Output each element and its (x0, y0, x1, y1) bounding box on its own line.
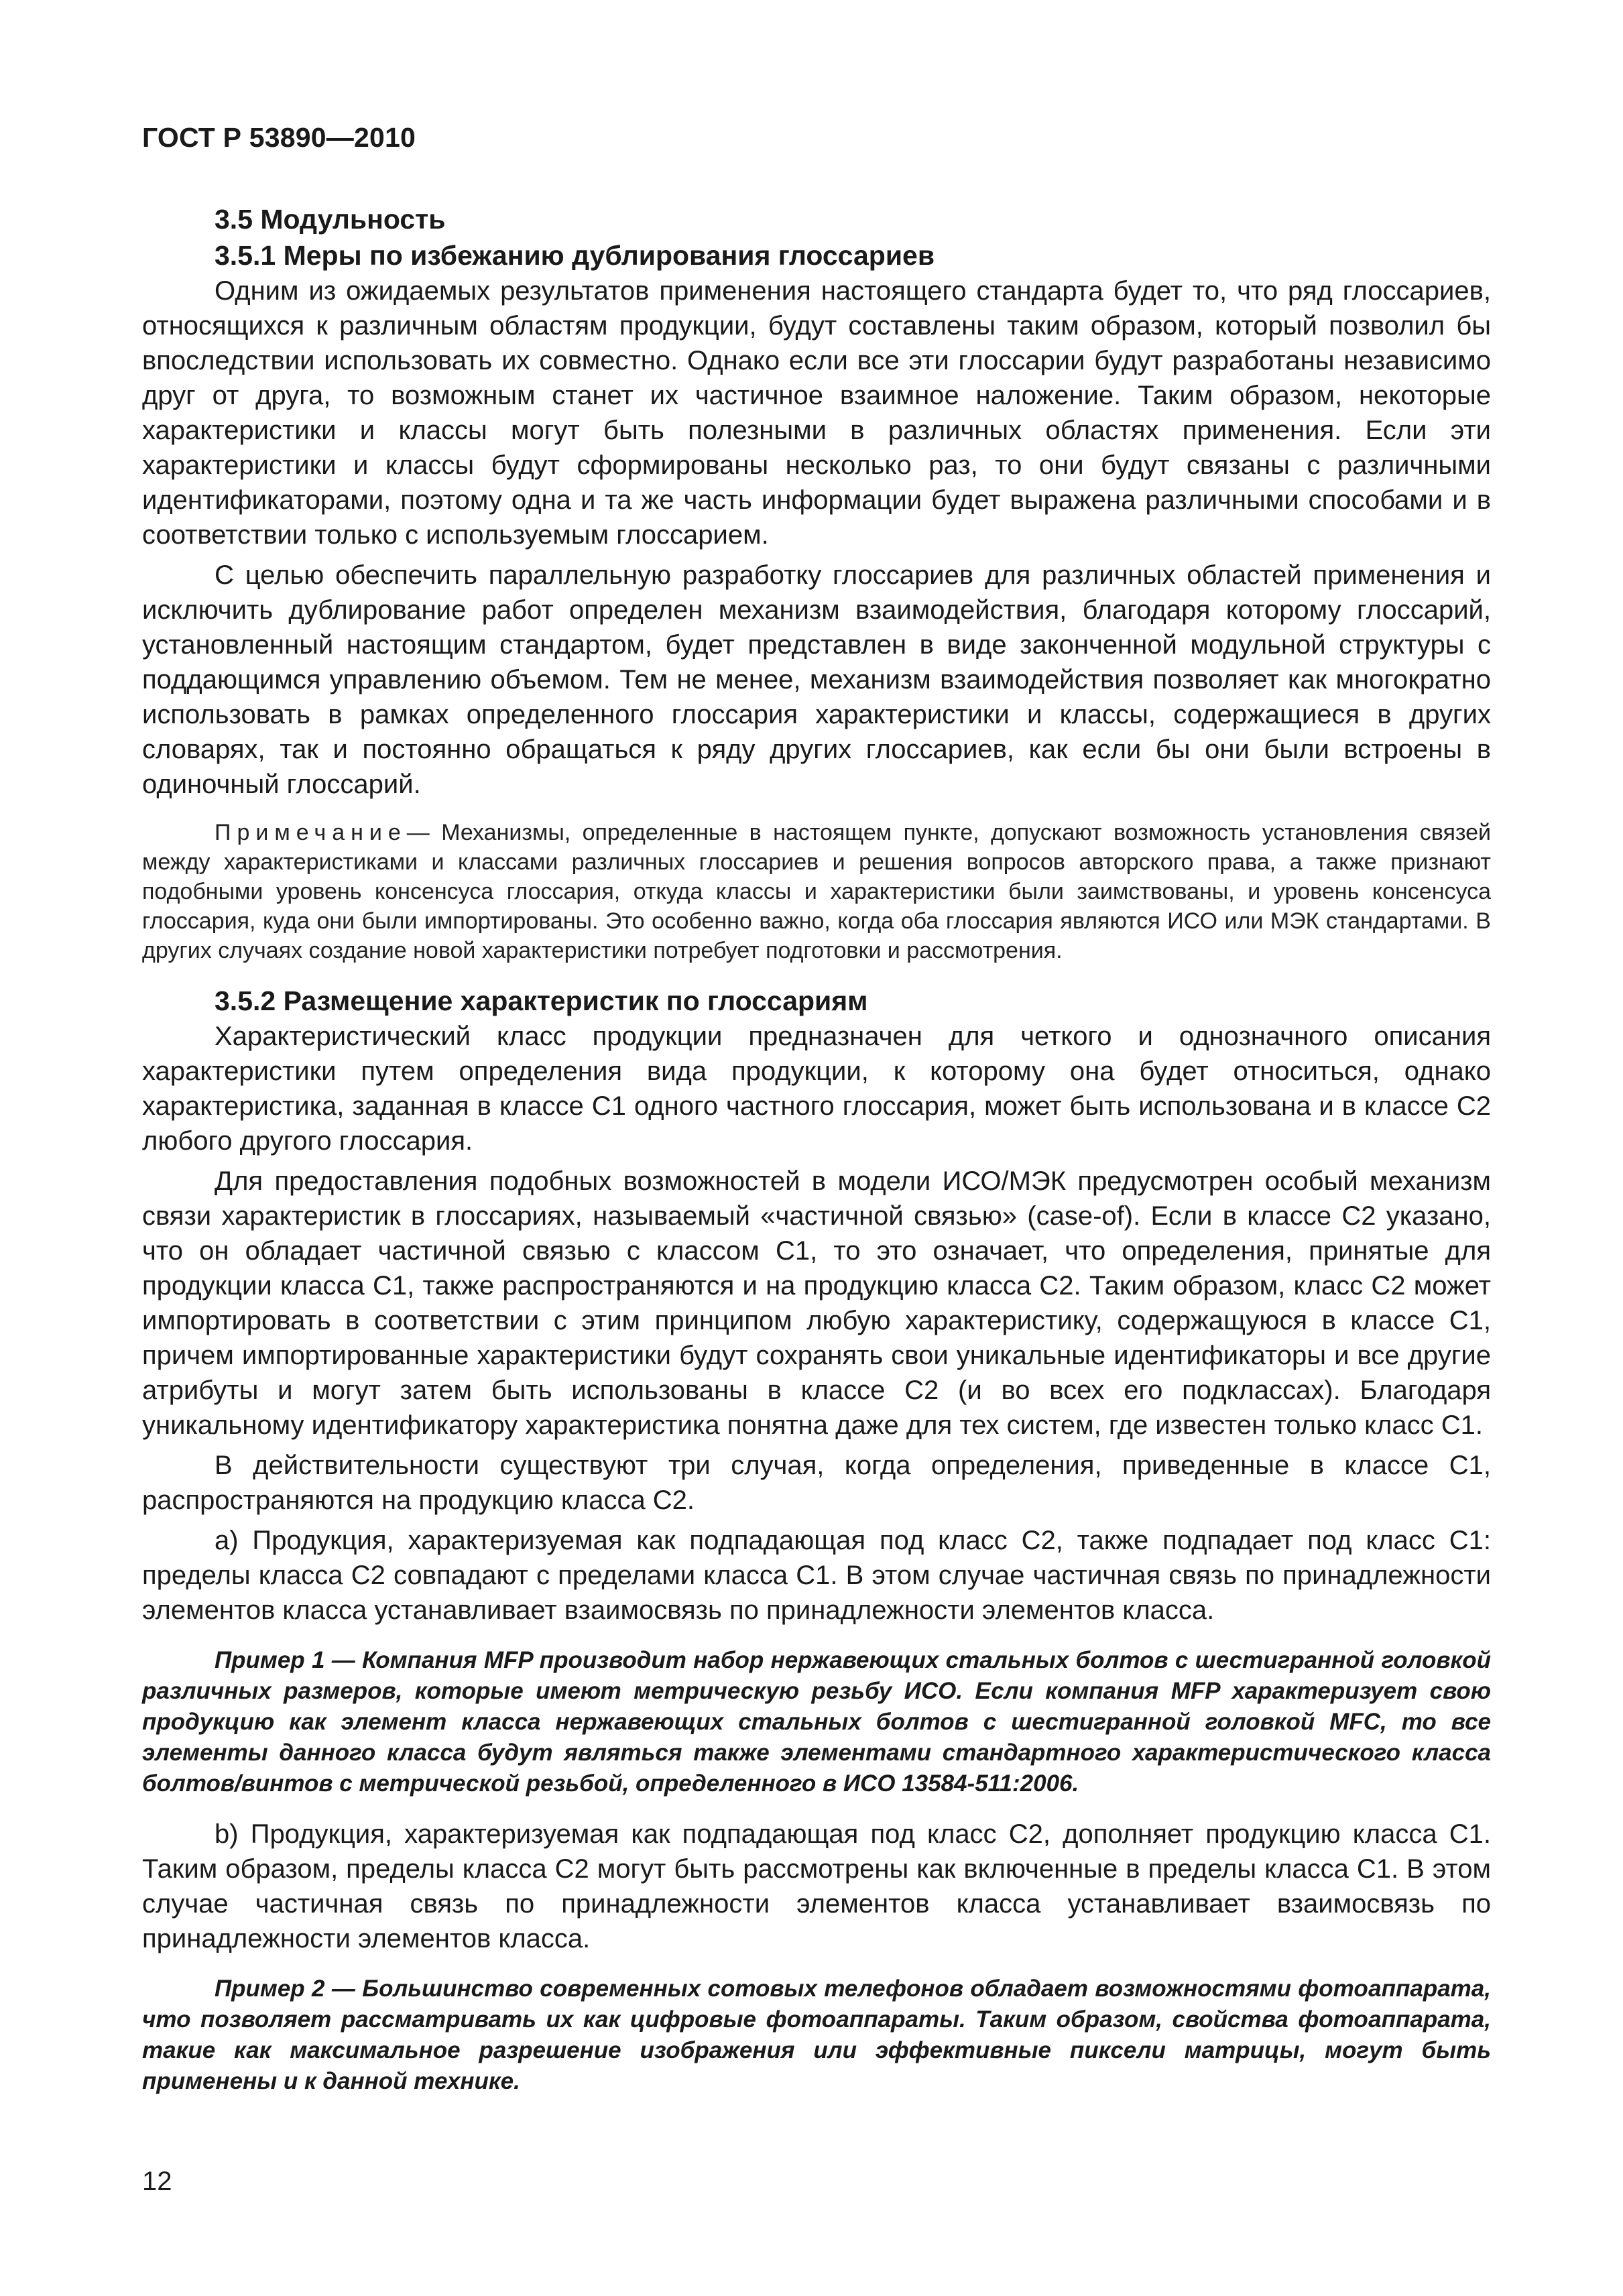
page-number: 12 (142, 2167, 172, 2196)
note (142, 818, 1491, 965)
paragraph-3: Характеристический класс продукции предназначен для четкого и однозначного описания характеристики путем определения вида продукции, к которому она будет относиться, однако характеристика, заданная в классе С1 одного частного глоссария, может быть использована и в классе С2 любого другого глоссария. (142, 1022, 1491, 1156)
paragraph-1: Одним из ожидаемых результатов применения настоящего стандарта будет то, что ряд глоссариев, относящихся к различным областям продукции, будут составлены таким образом, который позволил бы впоследствии использовать их совместно. Однако если все эти глоссарии будут разработаны независимо друг от друга, то возможным станет их частичное взаимное наложение. Таким образом, некоторые характеристики и классы могут быть полезными в различных областях применения. Если эти характеристики и классы будут сформированы несколько раз, то они будут связаны с различными идентификаторами, поэтому одна и та же часть информации будет выражена различными способами и в соответствии только с используемым глоссарием. (142, 276, 1491, 550)
page-content (142, 201, 1491, 2114)
document-code-header: ГОСТ Р 53890—2010 (142, 122, 416, 153)
note-text: — Механизмы, определенные в настоящем пункте, допускают возможность установления связей между характеристиками и классами различных глоссариев и решения вопросов авторского права, а также признают подобными уровень консенсуса глоссария, откуда классы и характеристики были заимствованы, и уровень консенсуса глоссария, куда они были импортированы. Это особенно важно, когда оба глоссария являются ИСО или МЭК стандартами. В других случаях создание новой характеристики потребует подготовки и рассмотрения. (142, 820, 1491, 963)
paragraph-2: С целью обеспечить параллельную разработку глоссариев для различных областей применения и исключить дублирование работ определен механизм взаимодействия, благодаря которому глоссарий, установленный настоящим стандартом, будет представлен в виде законченной модульной структуры с поддающимся управлению объемом. Тем не менее, механизм взаимодействия позволяет как многократно использовать в рамках определенного глоссария характеристики и классы, содержащиеся в других словарях, так и постоянно обращаться к ряду других глоссариев, как если бы они были встроены в одиночный глоссарий. (142, 560, 1491, 799)
example-1: Пример 1 — Компания MFP производит набор нержавеющих стальных болтов с шестигранной головкой различных размеров, которые имеют метрическую резьбу ИСО. Если компания MFP характеризует свою продукцию как элемент класса нержавеющих стальных болтов с шестигранной головкой MFC, то все элементы данного класса будут являться также элементами стандартного характеристического класса болтов/винтов с метрической резьбой, определенного в ИСО 13584-511:2006. (142, 1647, 1491, 1797)
paragraph-6-case-a: a) Продукция, характеризуемая как подпадающая под класс С2, также подпадает под класс С1: пределы класса С2 совпадают с пределами класса С1. В этом случае частичная связь по принадлежности элементов класса устанавливает взаимосвязь по принадлежности элементов класса. (142, 1526, 1491, 1625)
paragraph-5: В действительности существуют три случая, когда определения, приведенные в классе С1, распространяются на продукцию класса С2. (142, 1451, 1491, 1515)
section-title-3-5: 3.5 Модульность (215, 204, 446, 235)
paragraph-7-case-b: b) Продукция, характеризуемая как подпадающая под класс С2, дополняет продукцию класса С1. Таким образом, пределы класса С2 могут быть рассмотрены как включенные в пределы класса С1. В этом случае частичная связь по принадлежности элементов класса устанавливает взаимосвязь по принадлежности элементов класса. (142, 1819, 1491, 1953)
subsection-title-3-5-2: 3.5.2 Размещение характеристик по глоссариям (215, 985, 868, 1016)
paragraph-4: Для предоставления подобных возможностей в модели ИСО/МЭК предусмотрен особый механизм связи характеристик в глоссариях, называемый «частичной связью» (case-of). Если в классе С2 указано, что он обладает частичной связью с классом С1, то это означает, что определения, принятые для продукции класса С1, также распространяются и на продукцию класса С2. Таким образом, класс С2 может импортировать в соответствии с этим принципом любую характеристику, содержащуюся в классе С1, причем импортированные характеристики будут сохранять свои уникальные идентификаторы и все другие атрибуты и могут затем быть использованы в классе С2 (и во всех его подклассах). Благодаря уникальному идентификатору характеристика понятна даже для тех систем, где известен только класс С1. (142, 1166, 1491, 1440)
subsection-title-3-5-1: 3.5.1 Меры по избежанию дублирования глоссариев (215, 240, 935, 271)
example-2: Пример 2 — Большинство современных сотовых телефонов обладает возможностями фотоаппарата, что позволяет рассматривать их как цифровые фотоаппараты. Таким образом, свойства фотоаппарата, такие как максимальное разрешение изображения или эффективные пиксели матрицы, могут быть применены и к данной технике. (142, 1976, 1491, 2094)
note-label: Примечание (215, 820, 407, 845)
